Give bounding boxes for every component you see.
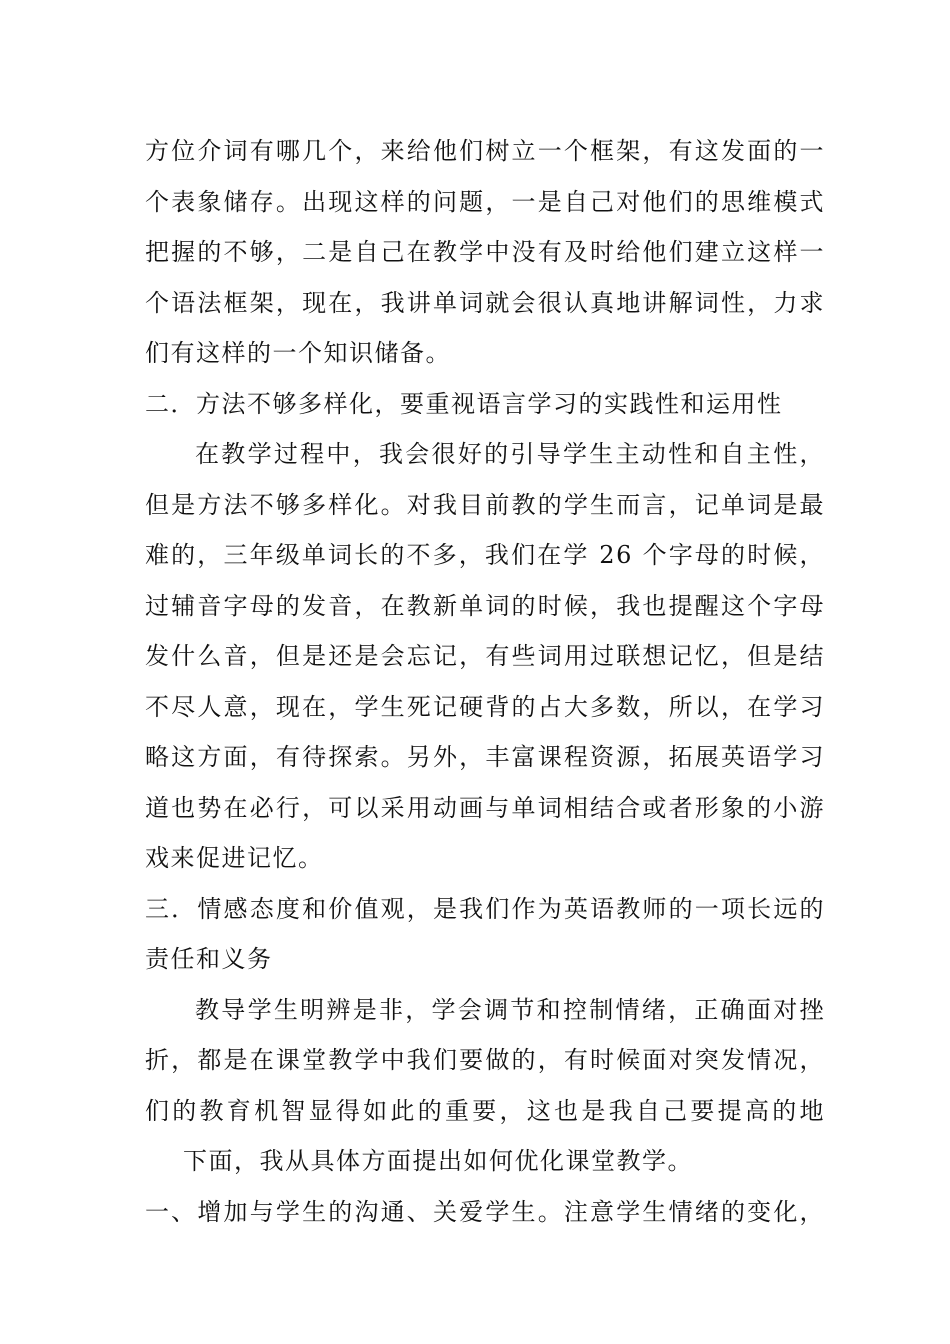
text-line: 但是方法不够多样化。对我目前教的学生而言，记单词是最 xyxy=(145,490,825,519)
body-text xyxy=(145,126,825,1237)
section-heading-3-cont: 责任和义务 xyxy=(145,945,273,973)
section-heading-2: 二．方法不够多样化，要重视语言学习的实践性和运用性 xyxy=(145,389,783,418)
text-line: 不尽人意，现在，学生死记硬背的占大多数，所以，在学习 xyxy=(145,692,825,721)
text-line: 道也势在必行，可以采用动画与单词相结合或者形象的小游 xyxy=(145,793,825,822)
text-line: 戏来促进记忆。 xyxy=(145,844,324,872)
text-line: 个表象储存。出现这样的问题，一是自己对他们的思维模式 xyxy=(145,187,825,216)
text-line: 难的，三年级单词长的不多，我们在学 26 个字母的时候， xyxy=(145,541,825,569)
section-heading-3: 三．情感态度和价值观，是我们作为英语教师的一项长远的 xyxy=(145,894,825,923)
text-line: 过辅音字母的发音，在教新单词的时候，我也提醒这个字母 xyxy=(145,591,825,620)
text-line: 教导学生明辨是非，学会调节和控制情绪，正确面对挫 xyxy=(195,995,825,1024)
text-line: 把握的不够，二是自己在教学中没有及时给他们建立这样一 xyxy=(145,238,825,266)
text-line: 下面，我从具体方面提出如何优化课堂教学。 xyxy=(183,1147,693,1175)
text-line: 略这方面，有待探索。另外，丰富课程资源，拓展英语学习 xyxy=(145,743,825,771)
text-line: 方位介词有哪几个，来给他们树立一个框架，有这发面的一 xyxy=(145,137,825,165)
text-line: 们有这样的一个知识储备。 xyxy=(145,339,451,367)
text-line: 发什么音，但是还是会忘记，有些词用过联想记忆，但是结 xyxy=(145,642,825,670)
text-line: 个语法框架，现在，我讲单词就会很认真地讲解词性，力求 xyxy=(145,288,825,317)
text-line: 在教学过程中，我会很好的引导学生主动性和自主性， xyxy=(195,440,825,468)
section-heading-1: 一、增加与学生的沟通、关爱学生。注意学生情绪的变化， xyxy=(145,1197,825,1226)
text-line: 们的教育机智显得如此的重要，这也是我自己要提高的地 xyxy=(145,1096,825,1125)
text-line: 折，都是在课堂教学中我们要做的，有时候面对突发情况， xyxy=(145,1046,825,1074)
